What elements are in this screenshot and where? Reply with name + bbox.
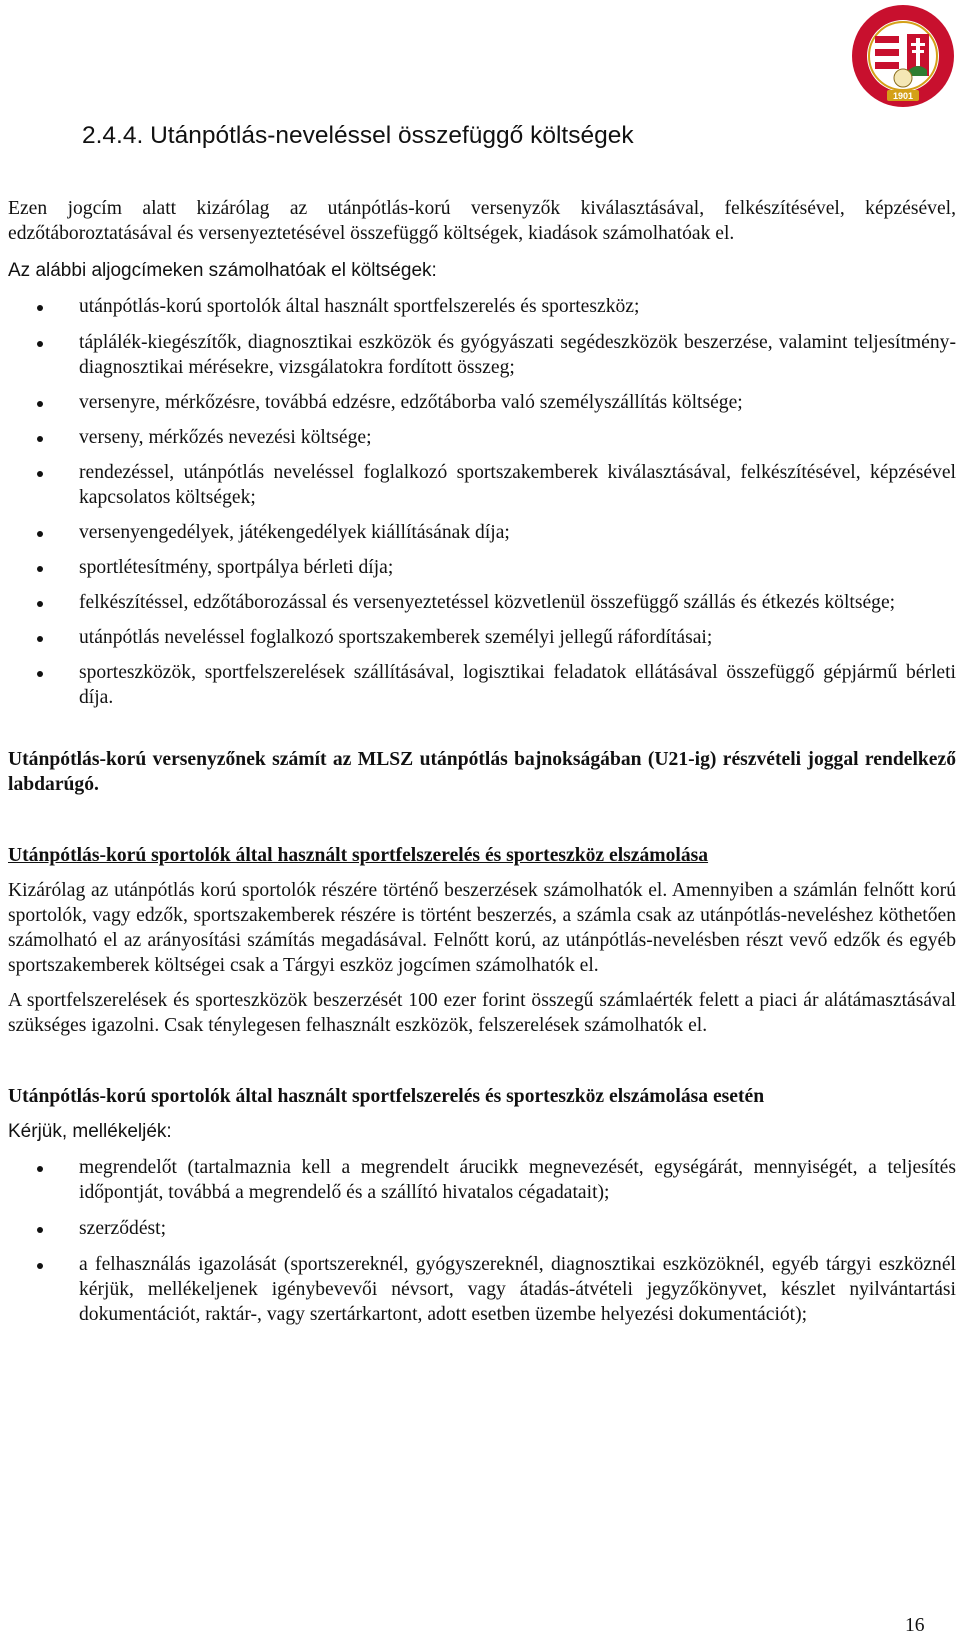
list-item: rendezéssel, utánpótlás neveléssel foglalkozó sportszakemberek kiválasztásával, felkészítésével, képzésével kapcsolatos költségek;	[8, 460, 956, 510]
bullet-icon	[37, 671, 43, 677]
bullet-icon	[37, 566, 43, 572]
bullet-icon	[37, 436, 43, 442]
sub-intro: Az alábbi aljogcímeken számolhatóak el költségek:	[8, 260, 437, 281]
section1-title: Utánpótlás-korú sportolók által használt sportfelszerelés és sporteszköz elszámolása	[8, 845, 709, 866]
attachment-list	[8, 1155, 956, 1327]
list-item: versenyre, mérkőzésre, továbbá edzésre, edzőtáborba való személyszállítás költsége;	[8, 390, 956, 415]
section1-paragraph-2: A sportfelszerelések és sporteszközök beszerzését 100 ezer forint összegű számlaérték felett a piaci ár alátámasztásával szükséges igazolni. Csak ténylegesen felhasznált eszközök, felszerelések számolhatók el.	[8, 990, 956, 1036]
list-item: szerződést;	[8, 1216, 956, 1241]
bullet-icon	[37, 471, 43, 477]
intro-paragraph: Ezen jogcím alatt kizárólag az utánpótlás-korú versenyzők kiválasztásával, felkészítésével, képzésével, edzőtáboroztatásával és versenyeztetésével összefüggő költségek, kiadások számolhatóak el.	[8, 198, 956, 244]
bullet-icon	[37, 1166, 43, 1172]
bullet-icon	[37, 401, 43, 407]
bullet-icon	[37, 341, 43, 347]
bullet-icon	[37, 636, 43, 642]
list-item: utánpótlás-korú sportolók által használt sportfelszerelés és sporteszköz;	[8, 294, 956, 319]
bullet-icon	[37, 531, 43, 537]
mlsz-logo	[851, 4, 955, 108]
list-item: megrendelőt (tartalmaznia kell a megrendelt árucikk megnevezését, egységárát, mennyiségét, a teljesítés időpontját, továbbá a megrendelő és a szállító hivatalos cégadatait);	[8, 1155, 956, 1205]
bullet-icon	[37, 305, 43, 311]
list-item: versenyengedélyek, játékengedélyek kiállításának díja;	[8, 520, 956, 545]
page-number: 16	[905, 1615, 925, 1636]
section-heading: 2.4.4. Utánpótlás-neveléssel összefüggő költségek	[82, 122, 634, 149]
section1-paragraph-1: Kizárólag az utánpótlás korú sportolók részére történő beszerzések számolhatók el. Amennyiben a számlán felnőtt korú sportolók, vagy edzők, sportszakemberek részére is történt beszerzés, a számla csak az utánpótlás-neveléshez köthetően számolható el az arányosítási számítás megadásával. Felnőtt korú, az utánpótlás-nevelésben részt vevő edzők és egyéb sportszakemberek költségei csak a Tárgyi eszköz jogcímen számolhatók el.	[8, 880, 956, 976]
section2-intro: Kérjük, mellékeljék:	[8, 1121, 172, 1142]
bullet-icon	[37, 601, 43, 607]
section2-title: Utánpótlás-korú sportolók által használt sportfelszerelés és sporteszköz elszámolása esetén	[8, 1086, 765, 1107]
list-item: felkészítéssel, edzőtáborozással és versenyeztetéssel közvetlenül összefüggő szállás és étkezés költsége;	[8, 590, 956, 615]
document-page	[8, 120, 956, 1327]
list-item: sportlétesítmény, sportpálya bérleti díja;	[8, 555, 956, 580]
cost-list	[8, 294, 956, 710]
bullet-icon	[37, 1263, 43, 1269]
list-item: sporteszközök, sportfelszerelések szállításával, logisztikai feladatok ellátásával összefüggő gépjármű bérleti díja.	[8, 660, 956, 710]
logo-year: 1901	[892, 91, 914, 101]
bullet-icon	[37, 1227, 43, 1233]
list-item: táplálék-kiegészítők, diagnosztikai eszközök és gyógyászati segédeszközök beszerzése, valamint teljesítmény-diagnosztikai mérésekre, vizsgálatokra fordított összeg;	[8, 330, 956, 380]
list-item: utánpótlás neveléssel foglalkozó sportszakemberek személyi jellegű ráfordításai;	[8, 625, 956, 650]
list-item: verseny, mérkőzés nevezési költsége;	[8, 425, 956, 450]
definition-paragraph: Utánpótlás-korú versenyzőnek számít az MLSZ utánpótlás bajnokságában (U21-ig) részvételi joggal rendelkező labdarúgó.	[8, 749, 956, 795]
list-item: a felhasználás igazolását (sportszereknél, gyógyszereknél, diagnosztikai eszközöknél, egyéb tárgyi eszköznél kérjük, mellékeljenek igénybevevői névsort, vagy átadás-átvételi jegyzőkönyvet, készlet nyilvántartási dokumentációt, raktár-, vagy szertárkartont, adott esetben üzembe helyezési dokumentációt);	[8, 1252, 956, 1327]
